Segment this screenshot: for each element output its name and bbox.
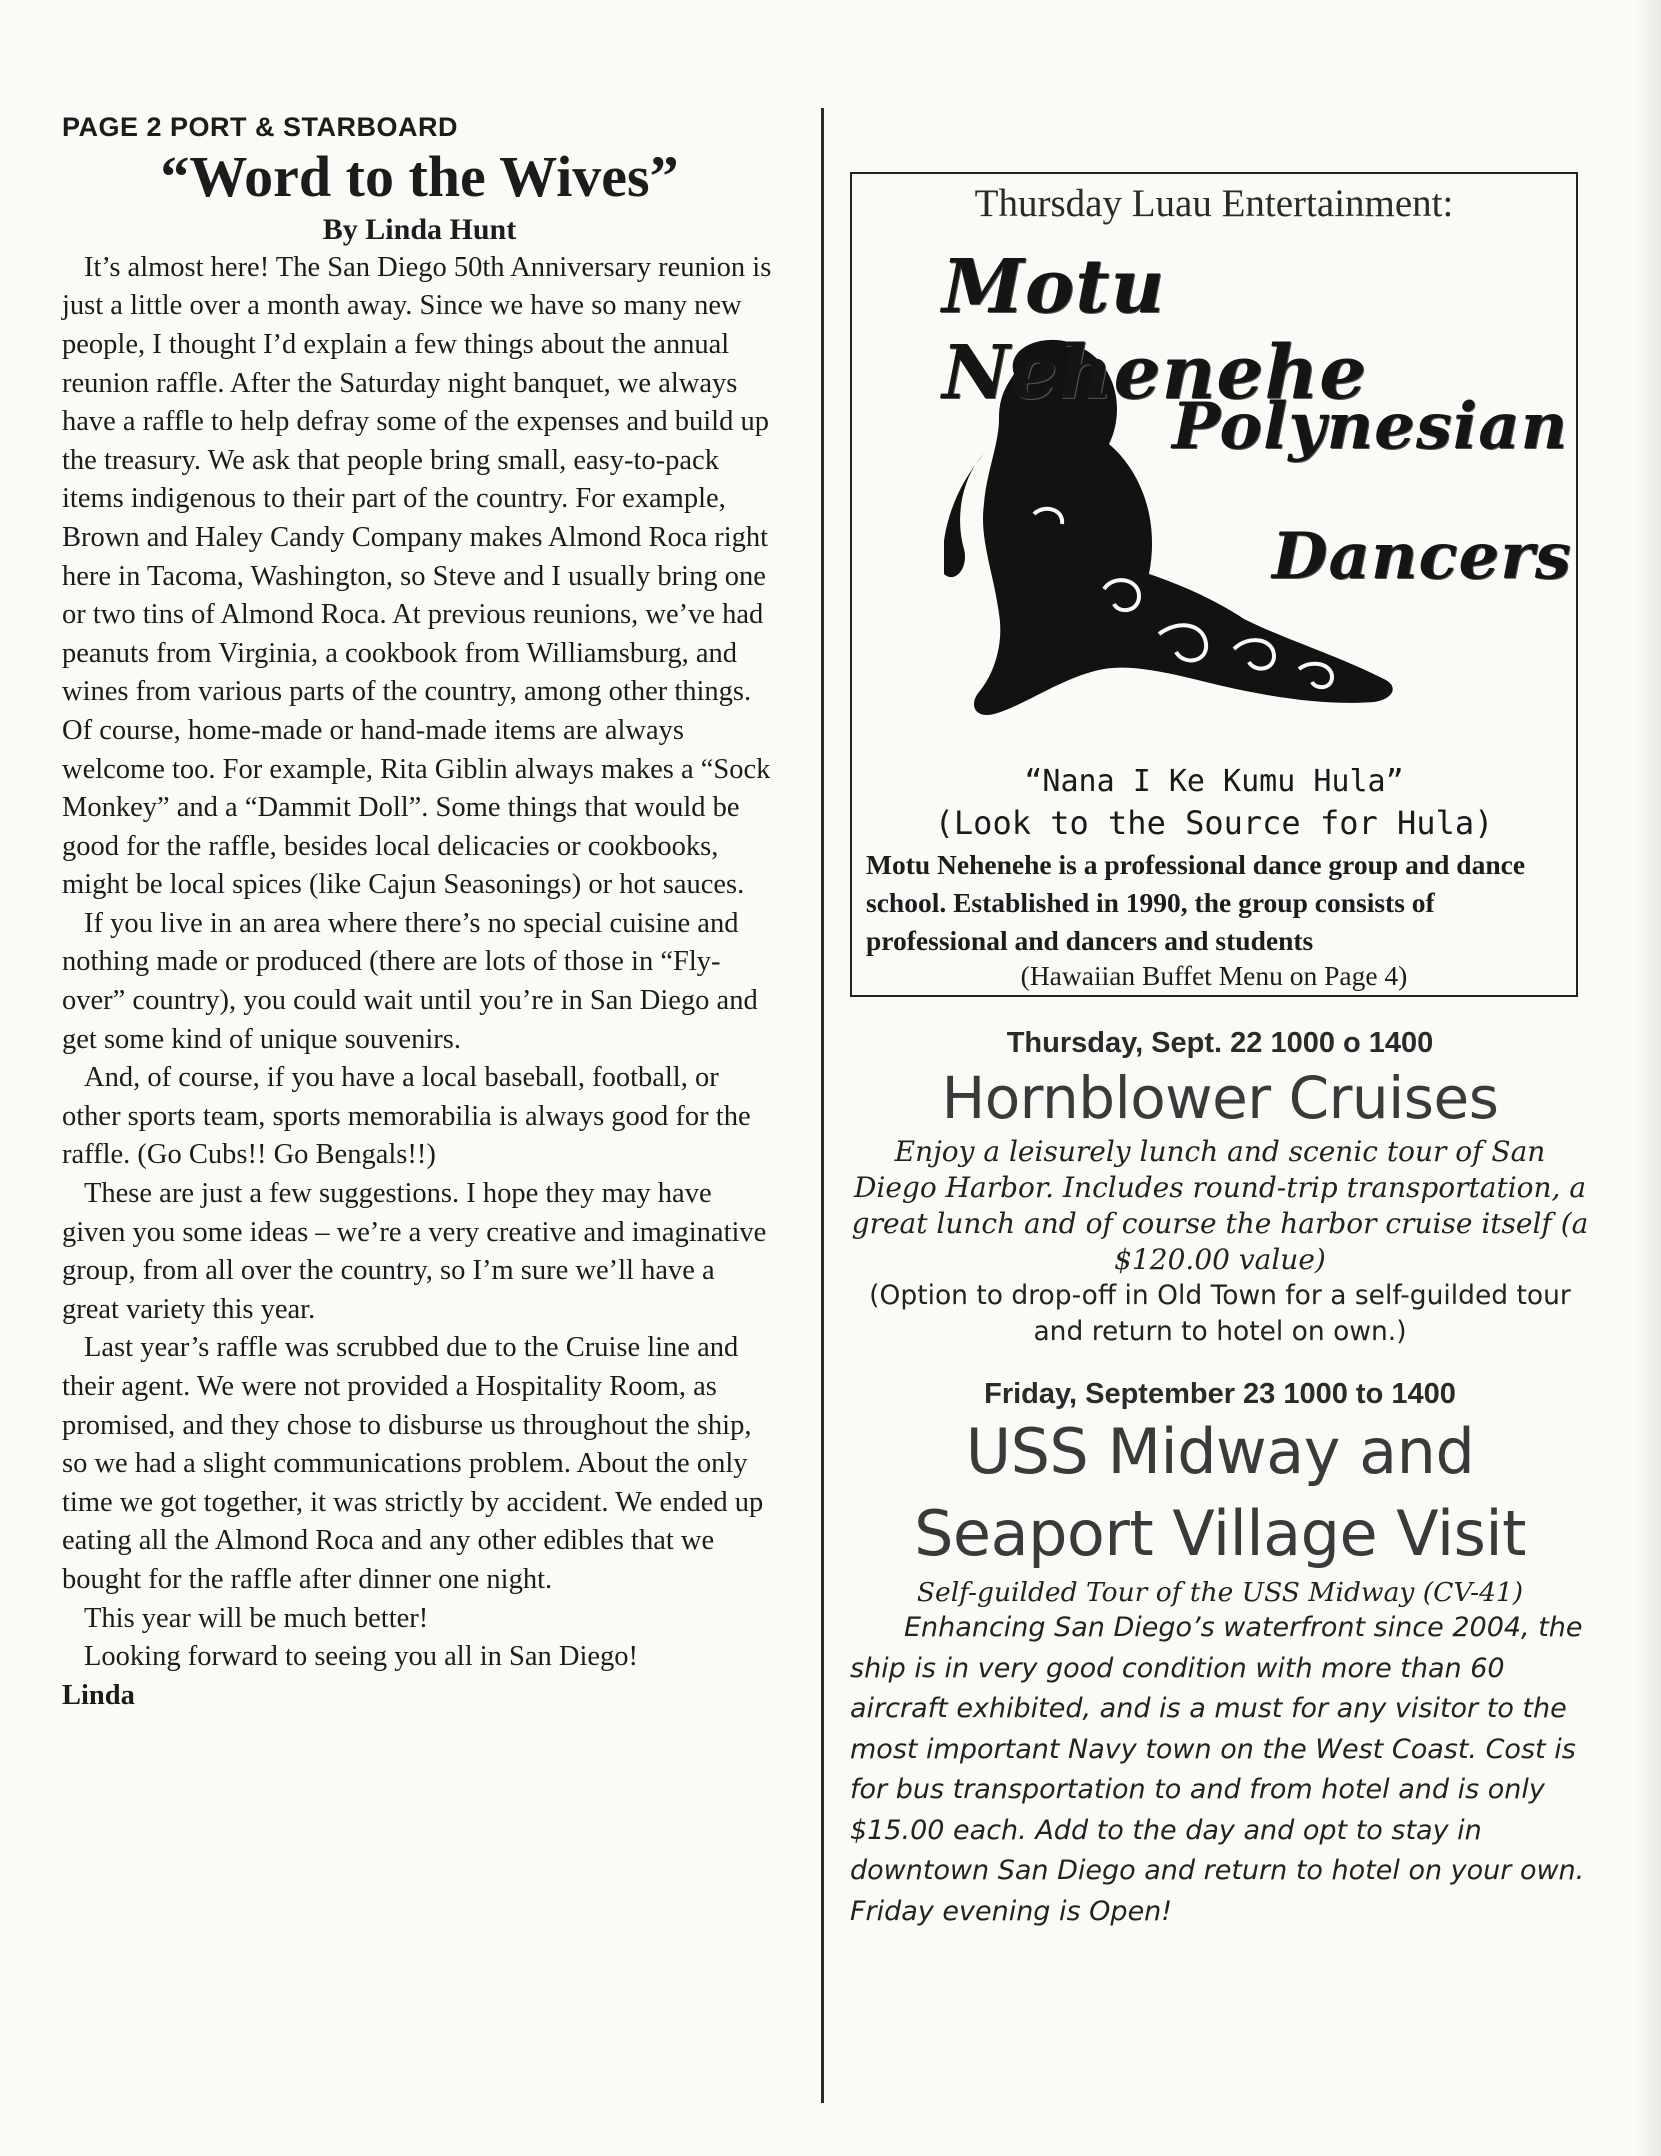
hornblower-title: Hornblower Cruises [941, 1064, 1499, 1132]
luau-title-line-2: Polynesian [1172, 389, 1569, 464]
article-body [62, 249, 777, 1677]
hornblower-description: Enjoy a leisurely lunch and scenic tour of San Diego Harbor. Includes round-trip transportation, a great lunch and of course the harbor cruise itself (a $120.00 value) [851, 1135, 1589, 1276]
midway-title-line-2: Seaport Village Visit [914, 1497, 1526, 1570]
article-byline: By Linda Hunt [322, 212, 517, 246]
midway-event [850, 1378, 1590, 1932]
article-column [62, 112, 777, 1715]
article-paragraph: Last year’s raffle was scrubbed due to the Cruise line and their agent. We were not provided a Hospitality Room, as promised, and they chose to disburse us throughout the ship, so we had a slight communications problem. About the only time we got together, it was strictly by accident. We ended up eating all the Almond Roca and any other edibles that we bought for the raffle after dinner one night. [62, 1332, 764, 1595]
article-paragraph: If you live in an area where there’s no special cuisine and nothing made or produced (there are lots of those in “Fly-over” country), you could wait until you’re in San Diego and get some kind of unique souvenirs. [62, 907, 758, 1055]
article-paragraph: This year will be much better! [84, 1602, 429, 1634]
hornblower-date: Thursday, Sept. 22 1000 o 1400 [1006, 1027, 1434, 1059]
midway-date: Friday, September 23 1000 to 1400 [984, 1378, 1456, 1410]
events-column [850, 172, 1590, 1932]
column-divider [821, 108, 824, 2103]
luau-quote-translation: (Look to the Source for Hula) [934, 804, 1494, 842]
luau-title-line-3: Dancers [1272, 519, 1572, 594]
midway-description: Enhancing San Diego’s waterfront since 2004, the ship is in very good condition with more than 60 aircraft exhibited, and is a must for any visitor to the most important Navy town on the West Coast. Cost is for bus transportation to and from hotel and is only $15.00 each. Add to the day and opt to stay in downtown San Diego and return to hotel on your own. Friday evening is Open! [850, 1612, 1585, 1927]
article-paragraph: And, of course, if you have a local baseball, football, or other sports team, sports memorabilia is always good for the raffle. (Go Cubs!! Go Bengals!!) [62, 1062, 751, 1171]
article-paragraph: Looking forward to seeing you all in San Diego! [84, 1641, 639, 1673]
luau-menu-note: (Hawaiian Buffet Menu on Page 4) [1020, 960, 1408, 991]
midway-subtitle: Self-guilded Tour of the USS Midway (CV-41) [916, 1577, 1524, 1608]
article-paragraph: It’s almost here! The San Diego 50th Anniversary reunion is just a little over a month away. Since we have so many new people, I thought I’d explain a few things about the annual reunion raffle. After the Saturday night banquet, we always have a raffle to help defray some of the expenses and build up the treasury. We ask that people bring small, easy-to-pack items indigenous to their part of the country. For example, Brown and Haley Candy Company makes Almond Roca right here in Tacoma, Washington, so Steve and I usually bring one or two tins of Almond Roca. At previous reunions, we’ve had peanuts from Virginia, a cookbook from Williamsburg, and wines from various parts of the country, among other things. Of course, home-made or hand-made items are always welcome too. For example, Rita Giblin always makes a “Sock Monkey” and a “Dammit Doll”. Some things that would be good for the raffle, besides local delicacies or cookbooks, might be local spices (like Cajun Seasonings) or hot sauces. [62, 251, 772, 901]
article-title: “Word to the Wives” [160, 144, 679, 209]
luau-description: Motu Nehenehe is a professional dance group and dance school. Established in 1990, the group consists of professional and dancers and students [866, 849, 1526, 956]
luau-quote: “Nana I Ke Kumu Hula” [1024, 764, 1404, 799]
luau-heading: Thursday Luau Entertainment: [974, 182, 1454, 225]
hornblower-event [850, 1027, 1590, 1350]
article-signoff: Linda [62, 1679, 135, 1711]
luau-title-line-1: Motu Nehenehe [942, 244, 1368, 416]
hornblower-option: (Option to drop-off in Old Town for a self-guilded tour and return to hotel on own.) [869, 1280, 1571, 1347]
page-label: PAGE 2 PORT & STARBOARD [62, 112, 459, 142]
article-paragraph: These are just a few suggestions. I hope they may have given you some ideas – we’re a very creative and imaginative group, from all over the country, so I’m sure we’ll have a great variety this year. [62, 1178, 767, 1325]
page-edge-shadow [1635, 0, 1661, 2156]
luau-box [850, 172, 1578, 997]
midway-title-line-1: USS Midway and [965, 1415, 1475, 1488]
